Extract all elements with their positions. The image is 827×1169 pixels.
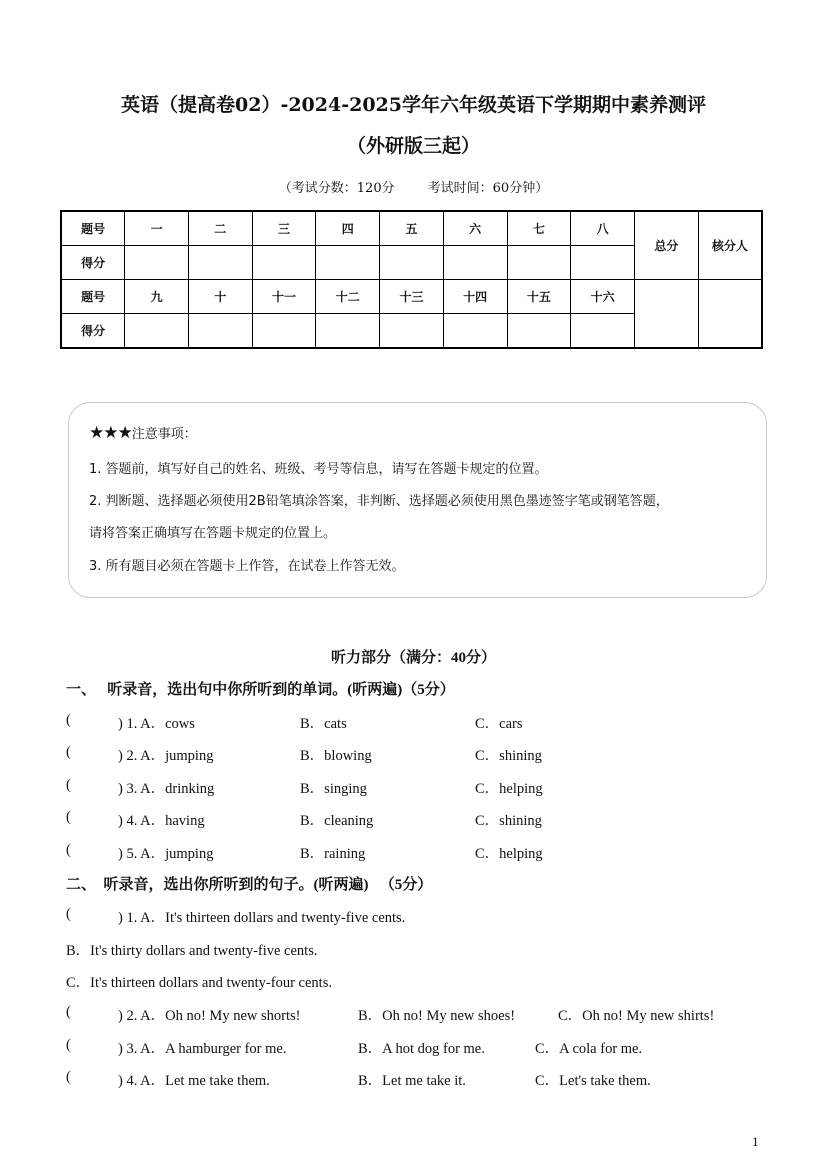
- question-number-cell: 十二: [316, 280, 380, 314]
- question-number-cell: 一: [125, 211, 189, 246]
- question-number-cell: 六: [443, 211, 507, 246]
- score-cell[interactable]: [252, 314, 316, 349]
- notice-heading: [89, 423, 197, 443]
- score-cell[interactable]: [125, 314, 189, 349]
- question-number-cell: 十六: [571, 280, 635, 314]
- score-cell[interactable]: [443, 246, 507, 280]
- score-cell[interactable]: [571, 314, 635, 349]
- page-title: 英语（提高卷02）-2024-2025学年六年级英语下学期期中素养测评: [121, 94, 706, 116]
- score-cell[interactable]: [380, 246, 444, 280]
- score-table: [60, 210, 763, 349]
- option-b: B．blowing: [300, 748, 372, 764]
- option-a: ) 2. A．Oh no! My new shorts!: [118, 1008, 301, 1024]
- option-c: C．It's thirteen dollars and twenty-four cents.: [66, 975, 332, 991]
- section-title: 听力部分（满分：40分）: [330, 650, 496, 666]
- option-a: ) 4. A．Let me take them.: [118, 1073, 270, 1089]
- row-label-score: 得分: [61, 314, 125, 349]
- exam-info: （考试分数：120分 考试时间：60分钟）: [278, 181, 549, 196]
- score-cell[interactable]: [507, 246, 571, 280]
- answer-paren[interactable]: (: [66, 744, 71, 760]
- answer-paren[interactable]: (: [66, 906, 71, 922]
- answer-paren[interactable]: (: [66, 809, 71, 825]
- question-number-cell: 七: [507, 211, 571, 246]
- option-a: ) 1. A．cows: [118, 716, 195, 732]
- option-b: B．cats: [300, 716, 347, 732]
- row-label-question: 题号: [61, 211, 125, 246]
- question-number-cell: 十五: [507, 280, 571, 314]
- part2-title: 二、 听录音，选出你所听到的句子。(听两遍) （5分）: [66, 877, 433, 893]
- option-a: ) 4. A．having: [118, 813, 205, 829]
- score-cell[interactable]: [443, 314, 507, 349]
- question-number-cell: 十一: [252, 280, 316, 314]
- option-c: C．Oh no! My new shirts!: [558, 1008, 715, 1024]
- option-b: B．It's thirty dollars and twenty-five cents.: [66, 943, 318, 959]
- notice-item-2-cont: 请将答案正确填写在答题卡规定的位置上。: [89, 526, 337, 541]
- option-c: C．helping: [475, 781, 543, 797]
- question-number-cell: 九: [125, 280, 189, 314]
- option-a: ) 3. A．drinking: [118, 781, 215, 797]
- score-cell[interactable]: [571, 246, 635, 280]
- answer-paren[interactable]: (: [66, 1069, 71, 1085]
- checker-cell[interactable]: [698, 280, 762, 349]
- question-number-cell: 五: [380, 211, 444, 246]
- option-b: B．cleaning: [300, 813, 374, 829]
- score-cell[interactable]: [507, 314, 571, 349]
- answer-paren[interactable]: (: [66, 1037, 71, 1053]
- question-number-cell: 四: [316, 211, 380, 246]
- option-c: C．Let's take them.: [535, 1073, 651, 1089]
- option-c: C．cars: [475, 716, 523, 732]
- total-score-cell[interactable]: [634, 280, 698, 349]
- option-c: C．helping: [475, 846, 543, 862]
- option-b: B．A hot dog for me.: [358, 1041, 485, 1057]
- question-number-cell: 三: [252, 211, 316, 246]
- option-c: C．shining: [475, 748, 542, 764]
- option-a: ) 5. A．jumping: [118, 846, 214, 862]
- notice-box: [68, 402, 767, 598]
- total-label: 总分: [634, 211, 698, 280]
- row-label-question: 题号: [61, 280, 125, 314]
- score-cell[interactable]: [316, 246, 380, 280]
- page-number: 1: [752, 1136, 759, 1149]
- star-icon: ★★★: [89, 423, 132, 443]
- answer-paren[interactable]: (: [66, 712, 71, 728]
- question-number-cell: 八: [571, 211, 635, 246]
- option-a: ) 2. A．jumping: [118, 748, 214, 764]
- option-c: C．shining: [475, 813, 542, 829]
- option-a: ) 3. A．A hamburger for me.: [118, 1041, 287, 1057]
- question-number-cell: 二: [188, 211, 252, 246]
- notice-item-3: 3. 所有题目必须在答题卡上作答，在试卷上作答无效。: [89, 559, 405, 574]
- answer-paren[interactable]: (: [66, 1004, 71, 1020]
- question-number-cell: 十: [188, 280, 252, 314]
- answer-paren[interactable]: (: [66, 842, 71, 858]
- score-cell[interactable]: [188, 314, 252, 349]
- question-number-cell: 十四: [443, 280, 507, 314]
- option-b: B．Let me take it.: [358, 1073, 466, 1089]
- notice-heading-text: 注意事项：: [131, 427, 197, 442]
- option-c: C．A cola for me.: [535, 1041, 643, 1057]
- row-label-score: 得分: [61, 246, 125, 280]
- score-cell[interactable]: [380, 314, 444, 349]
- notice-item-2: 2. 判断题、选择题必须使用2B铅笔填涂答案，非判断、选择题必须使用黑色墨迹签字笔或钢笔答题，: [89, 494, 669, 509]
- question-number-cell: 十三: [380, 280, 444, 314]
- answer-paren[interactable]: (: [66, 777, 71, 793]
- option-b: B．singing: [300, 781, 367, 797]
- score-cell[interactable]: [316, 314, 380, 349]
- notice-item-1: 1. 答题前，填写好自己的姓名、班级、考号等信息，请写在答题卡规定的位置。: [89, 462, 548, 477]
- score-cell[interactable]: [252, 246, 316, 280]
- checker-label: 核分人: [698, 211, 762, 280]
- option-a: ) 1. A．It's thirteen dollars and twenty-five cents.: [118, 910, 406, 926]
- score-cell[interactable]: [188, 246, 252, 280]
- page-subtitle: （外研版三起）: [346, 135, 480, 157]
- option-b: B．raining: [300, 846, 366, 862]
- part1-title: 一、 听录音，选出句中你所听到的单词。(听两遍)（5分）: [66, 682, 455, 698]
- option-b: B．Oh no! My new shoes!: [358, 1008, 516, 1024]
- score-cell[interactable]: [125, 246, 189, 280]
